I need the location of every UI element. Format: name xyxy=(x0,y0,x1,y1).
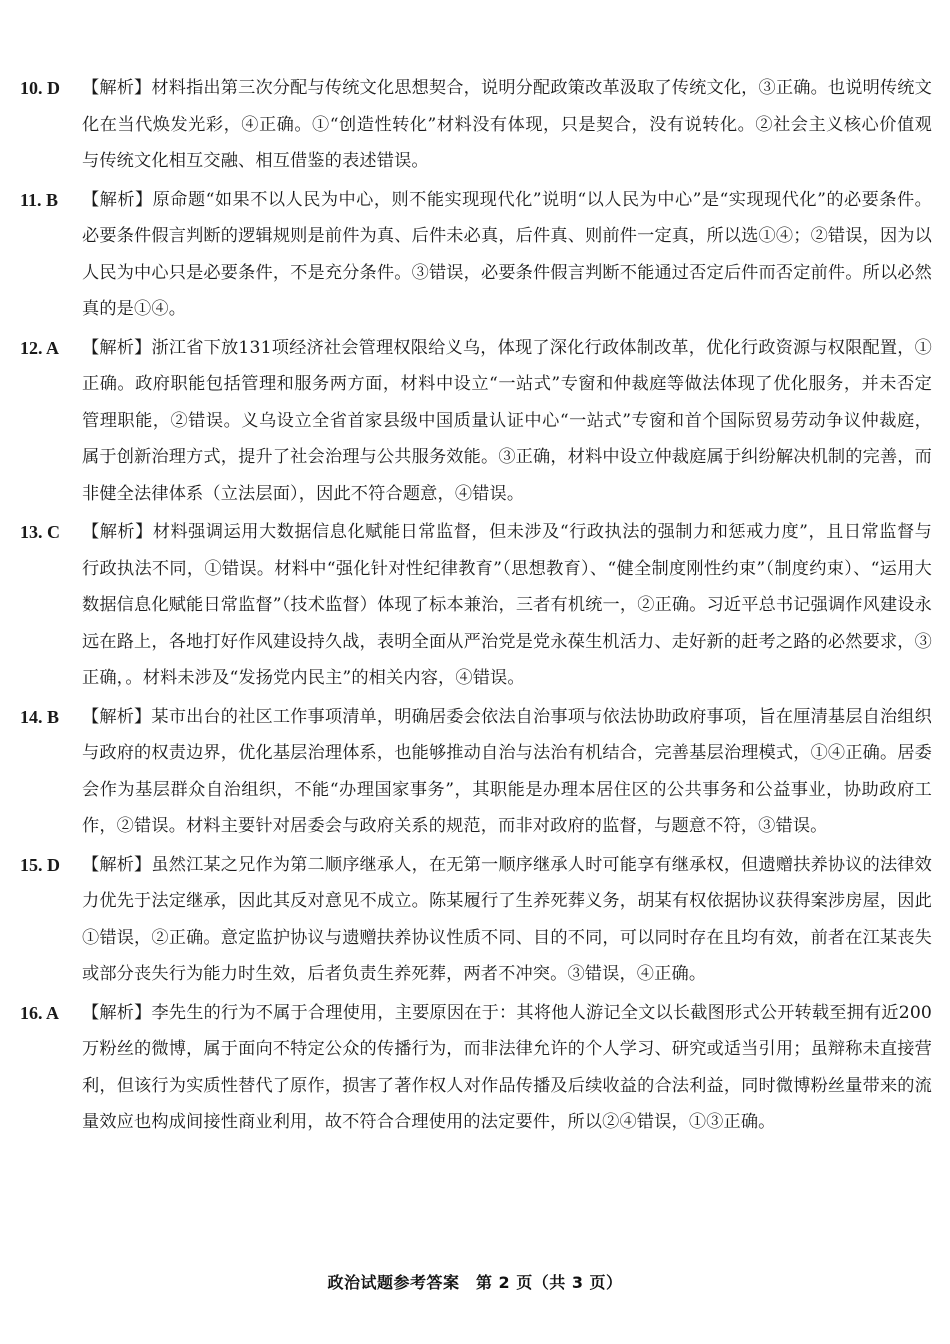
answer-explanation: 【解析】某市出台的社区工作事项清单，明确居委会依法自治事项与依法协助政府事项，旨在厘清基层自治组织与政府的权责边界，优化基层治理体系，也能够推动自治与法治有机结合，完善基层治理模式，①④正确。居委会作为基层群众自治组织，不能“办理国家事务”，其职能是办理本居住区的公共事务和公益事业，协助政府工作，②错误。材料主要针对居委会与政府关系的规范，而非对政府的监督，与题意不符，③错误。 xyxy=(82,706,932,836)
answer-item-12 xyxy=(20,330,932,513)
answer-number: 14. B xyxy=(20,706,60,727)
answer-number: 12. A xyxy=(20,337,60,358)
answer-explanation: 【解析】浙江省下放131项经济社会管理权限给义乌，体现了深化行政体制改革，优化行政资源与权限配置，①正确。政府职能包括管理和服务两方面，材料中设立“一站式”专窗和仲裁庭等做法体现了优化服务，并未否定管理职能，②错误。义乌设立全省首家县级中国质量认证中心“一站式”专窗和首个国际贸易劳动争议仲裁庭，属于创新治理方式，提升了社会治理与公共服务效能。③正确，材料中设立仲裁庭属于纠纷解决机制的完善，而非健全法律体系（立法层面），因此不符合题意，④错误。 xyxy=(82,337,932,504)
answer-explanation: 【解析】材料指出第三次分配与传统文化思想契合，说明分配政策改革汲取了传统文化，③正确。也说明传统文化在当代焕发光彩，④正确。①“创造性转化”材料没有体现，只是契合，没有说转化。②社会主义核心价值观与传统文化相互交融、相互借鉴的表述错误。 xyxy=(82,78,932,171)
page-footer: 政治试题参考答案 第 2 页（共 3 页） xyxy=(327,1273,623,1292)
answer-item-16 xyxy=(20,995,932,1141)
answer-explanation: 【解析】材料强调运用大数据信息化赋能日常监督，但未涉及“行政执法的强制力和惩戒力度”，且日常监督与行政执法不同，①错误。材料中“强化针对性纪律教育”（思想教育）、“健全制度刚性约束”（制度约束）、“运用大数据信息化赋能日常监督”（技术监督）体现了标本兼治，三者有机统一，②正确。习近平总书记强调作风建设永远在路上，各地打好作风建设持久战，表明全面从严治党是党永葆生机活力、走好新的赶考之路的必然要求，③正确，。材料未涉及“发扬党内民主”的相关内容，④错误。 xyxy=(82,522,932,688)
answer-explanation: 【解析】虽然江某之兄作为第二顺序继承人，在无第一顺序继承人时可能享有继承权，但遗赠扶养协议的法律效力优先于法定继承，因此其反对意见不成立。陈某履行了生养死葬义务，胡某有权依据协议获得案涉房屋，因此①错误，②正确。意定监护协议与遗赠扶养协议性质不同、目的不同，可以同时存在且均有效，前者在江某丧失或部分丧失行为能力时生效，后者负责生养死葬，两者不冲突。③错误，④正确。 xyxy=(82,854,932,984)
answer-explanation: 【解析】李先生的行为不属于合理使用，主要原因在于：其将他人游记全文以长截图形式公开转载至拥有近200万粉丝的微博，属于面向不特定公众的传播行为，而非法律允许的个人学习、研究或适当引用；虽辩称未直接营利，但该行为实质性替代了原作，损害了著作权人对作品传播及后续收益的合法利益，同时微博粉丝量带来的流量效应也构成间接性商业利用，故不符合合理使用的法定要件，所以②④错误，①③正确。 xyxy=(82,1002,932,1132)
answer-item-13 xyxy=(20,514,932,697)
answer-number: 10. D xyxy=(20,78,60,98)
answer-number: 11. B xyxy=(20,189,59,210)
answer-item-11 xyxy=(20,182,932,328)
answer-item-15 xyxy=(20,847,932,993)
answer-item-10 xyxy=(20,70,932,180)
answer-number: 13. C xyxy=(20,522,60,542)
answer-number: 16. A xyxy=(20,1002,60,1023)
answer-explanation: 【解析】原命题“如果不以人民为中心，则不能实现现代化”说明“以人民为中心”是“实现现代化”的必要条件。必要条件假言判断的逻辑规则是前件为真、后件未必真，后件真、则前件一定真，所以选①④；②错误，因为以人民为中心只是必要条件，不是充分条件。③错误，必要条件假言判断不能通过否定后件而否定前件。所以必然真的是①④。 xyxy=(82,189,932,319)
answer-list xyxy=(20,70,932,1143)
answer-number: 15. D xyxy=(20,854,60,875)
answer-item-14 xyxy=(20,699,932,845)
